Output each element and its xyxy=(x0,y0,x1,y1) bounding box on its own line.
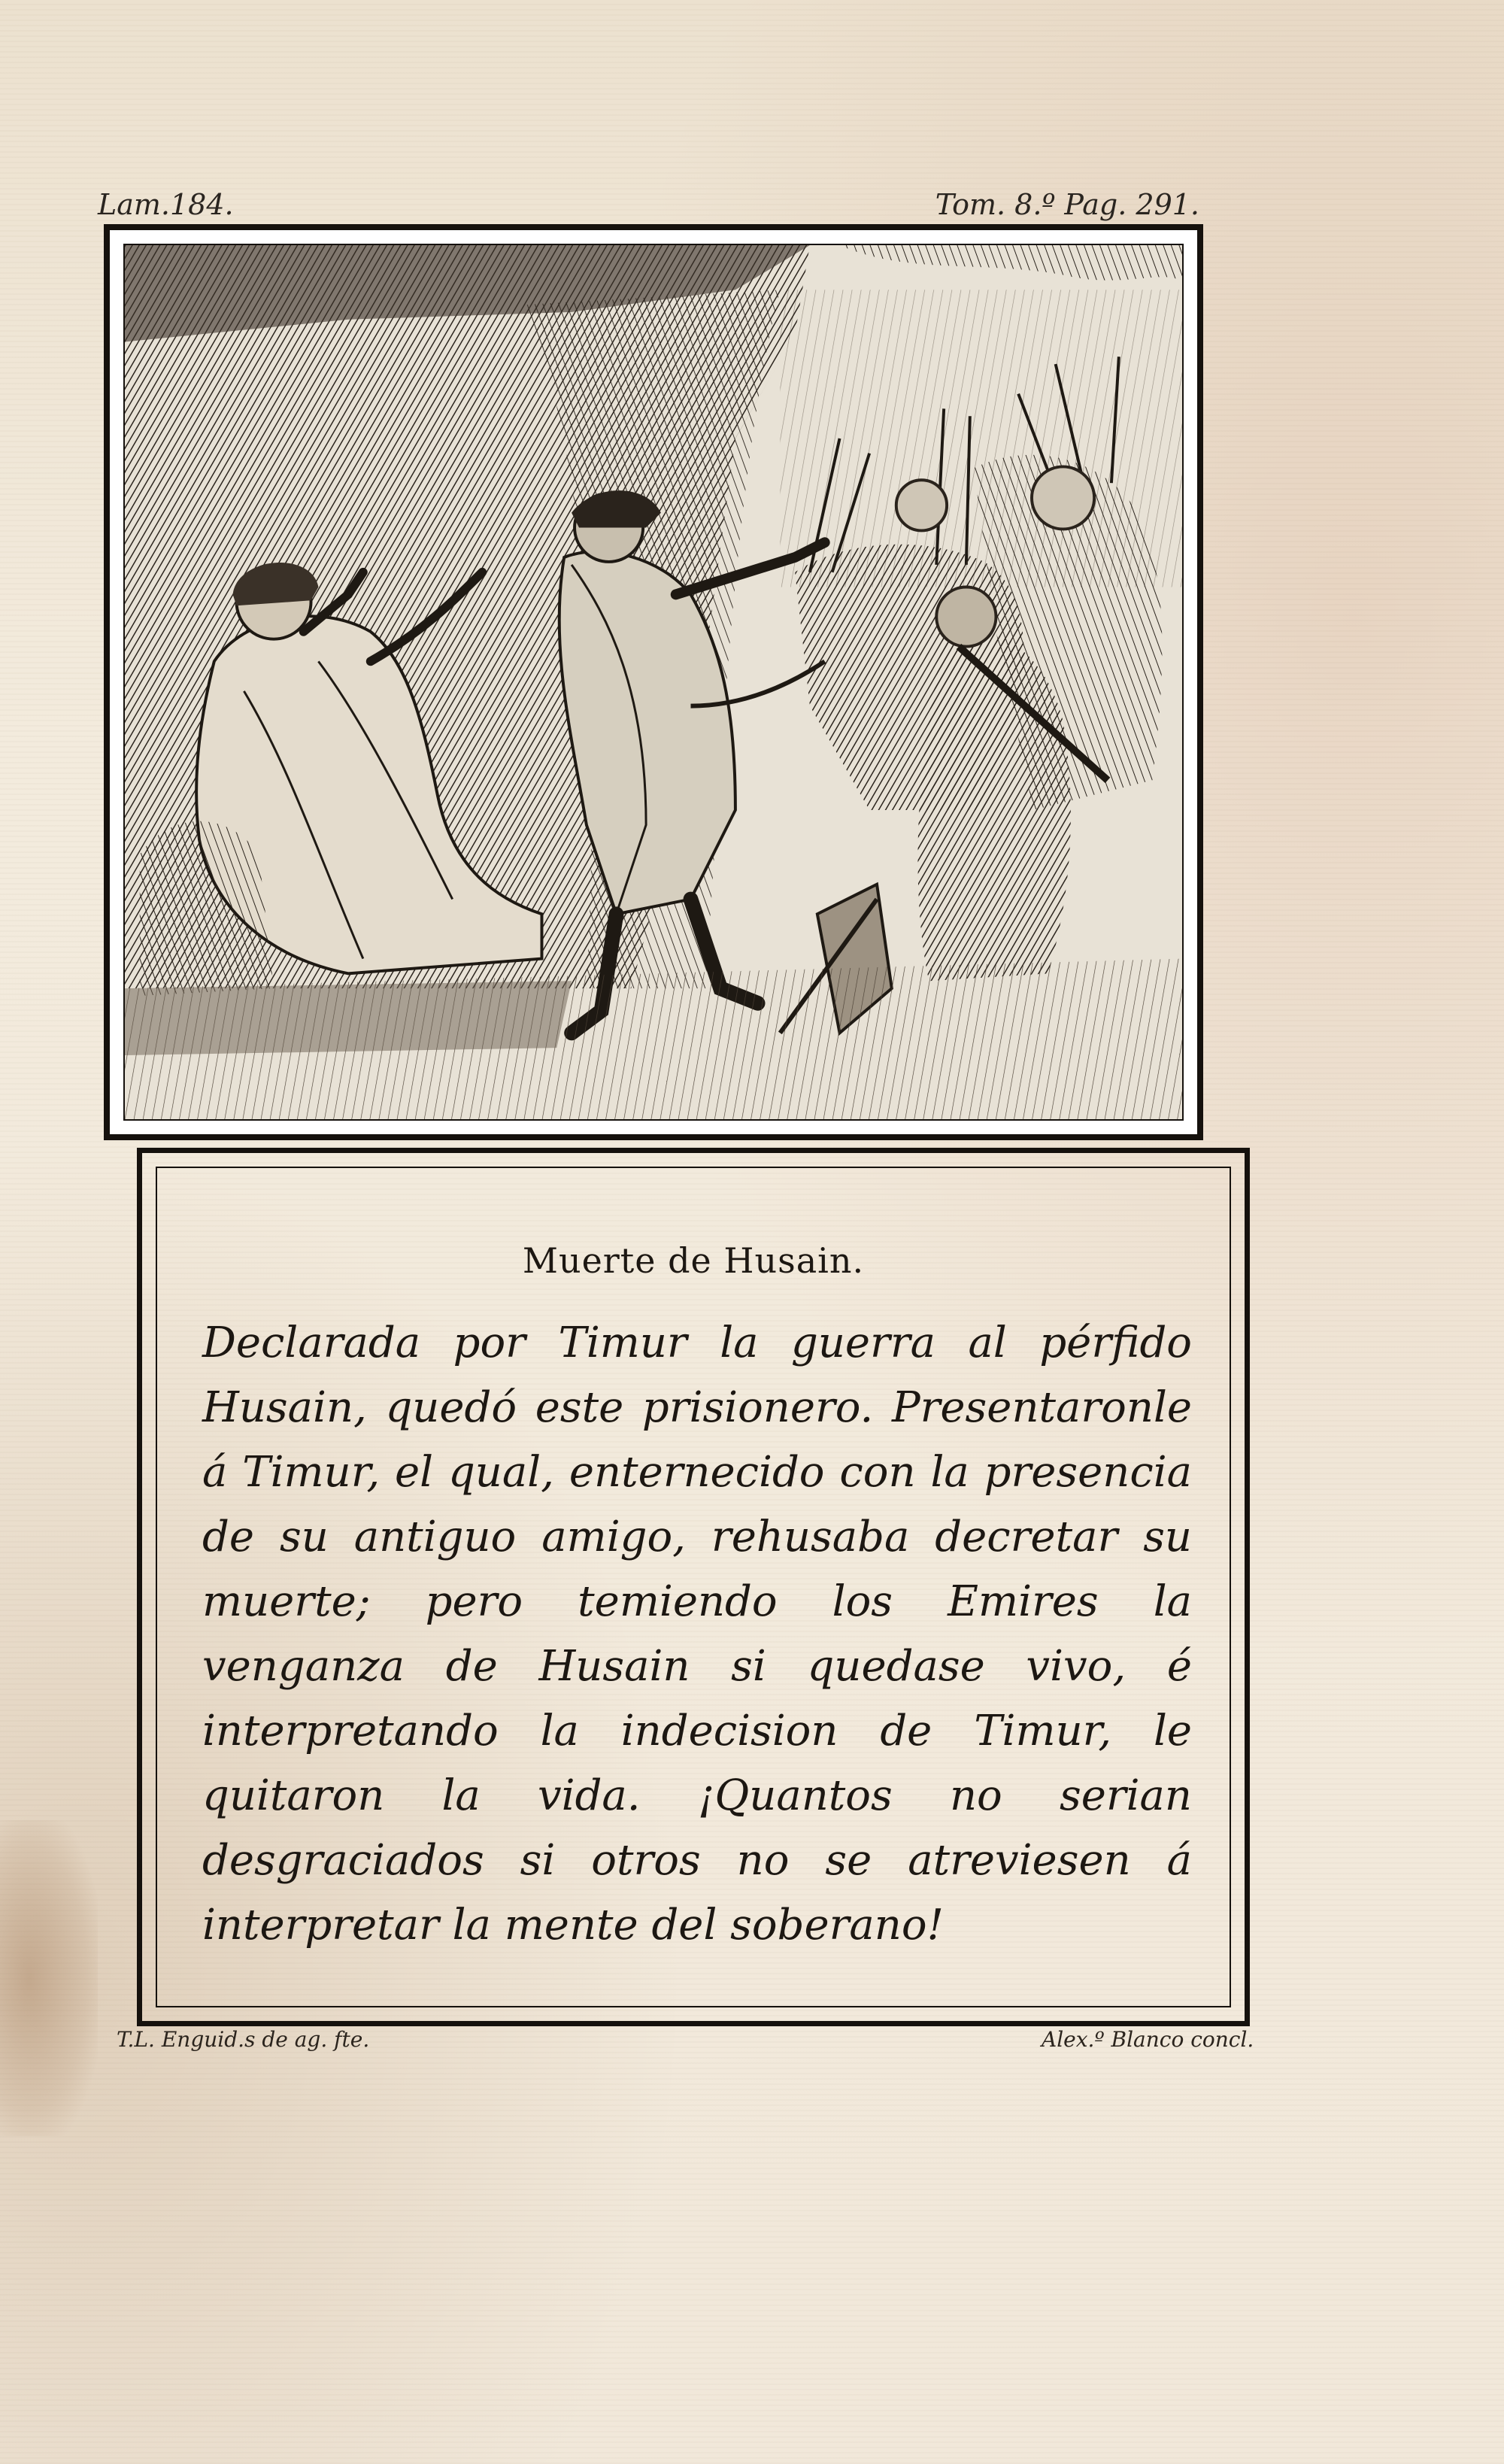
engraver-credit: T.L. Enguid.s de ag. fte. xyxy=(117,2027,370,2052)
engraving-scene xyxy=(125,245,1182,1119)
engraving-frame xyxy=(104,224,1203,1140)
volume-page-reference: Tom. 8.º Pag. 291. xyxy=(935,188,1199,221)
plate-number: Lam.184. xyxy=(98,188,234,221)
paper-stain xyxy=(0,1820,98,2136)
engraving-illustration xyxy=(123,244,1184,1121)
caption-text: Declarada por Timur la guerra al pérfido Husain, quedó este prisionero. Presentaronle á Timur, el qual, enternecido con la presencia de su antiguo amigo, rehusaba decretar su muerte; pero temiendo los Emires la venganza de Husain si quedase vivo, é interpretando la indecision de Timur, le quitaron la vida. ¡Quantos no serian desgraciados si otros no se atreviesen á interpretar la mente del soberano! xyxy=(202,1318,1192,1950)
caption-title: Muerte de Husain. xyxy=(522,1240,865,1281)
finisher-credit: Alex.º Blanco concl. xyxy=(1042,2027,1254,2052)
caption-frame xyxy=(137,1148,1250,2026)
caption-inner-frame xyxy=(156,1167,1231,2007)
